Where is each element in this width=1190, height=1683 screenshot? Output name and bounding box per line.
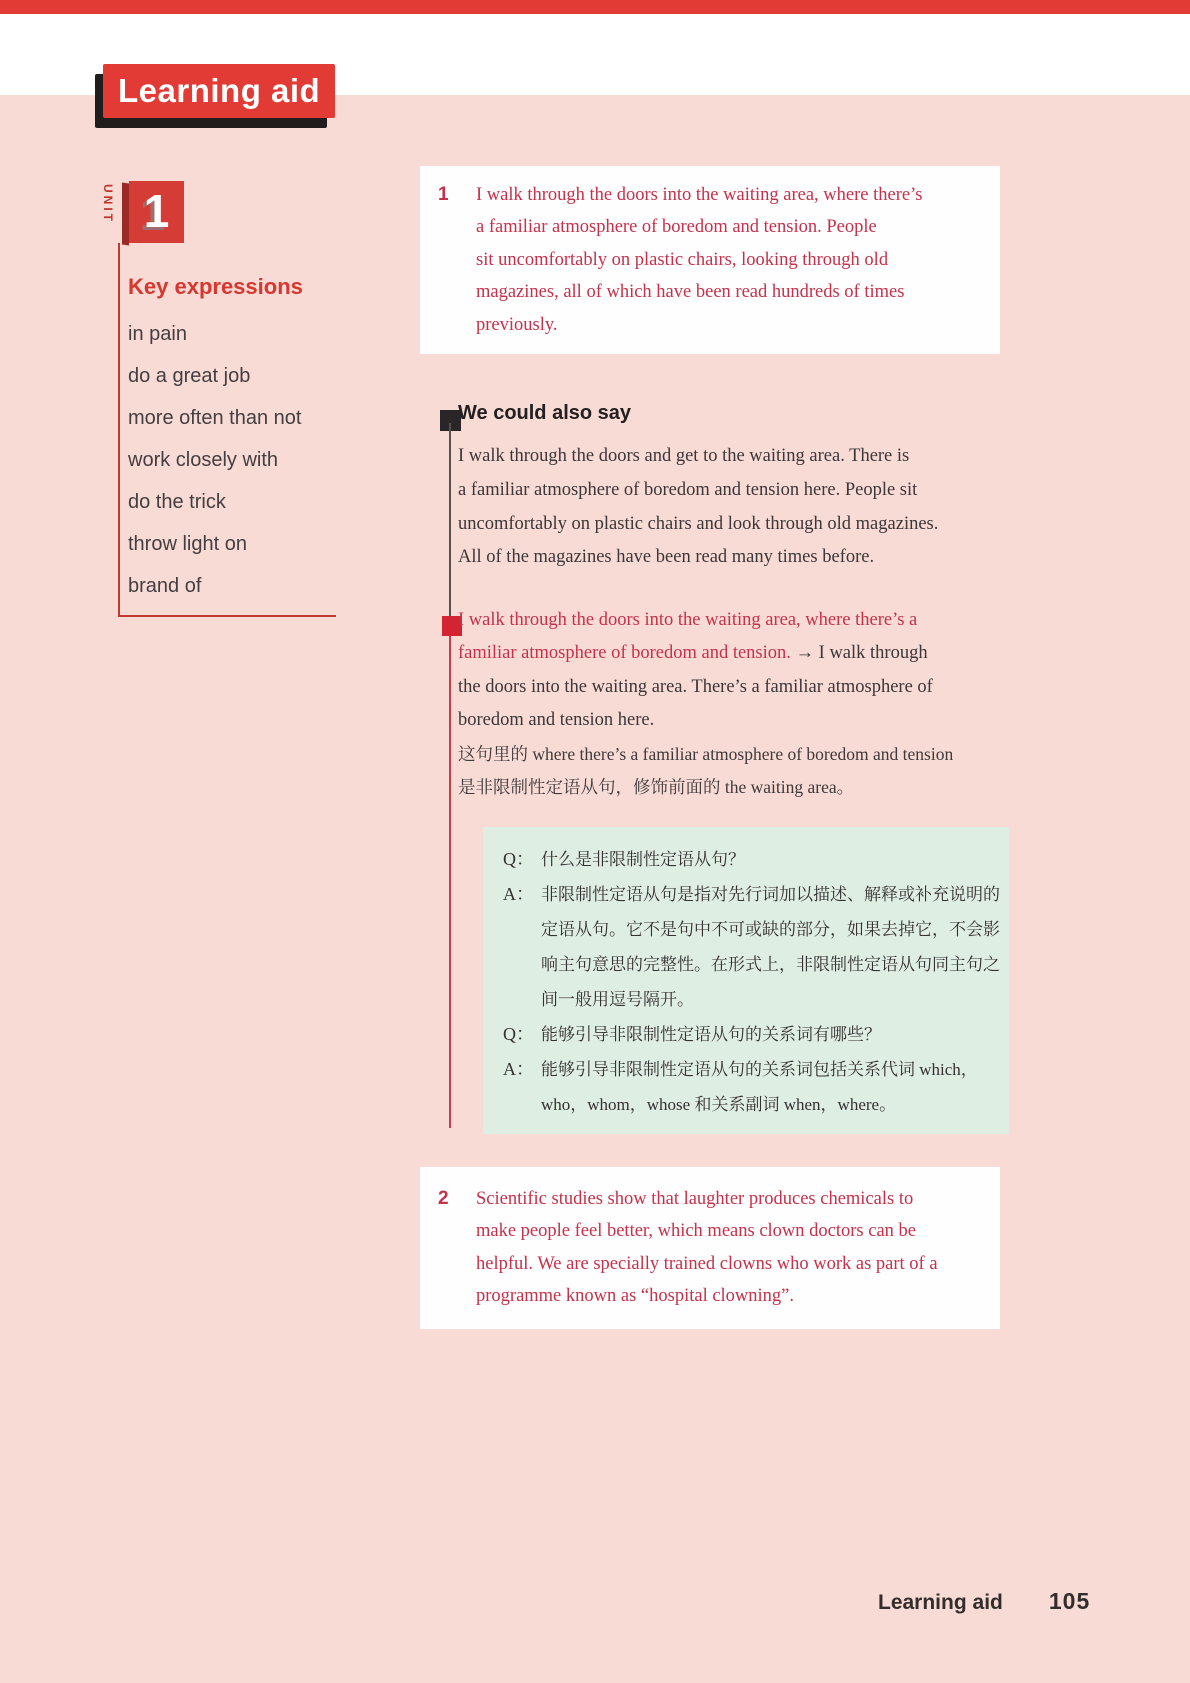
qa-line: 定语从句。它不是句中不可或缺的部分，如果去掉它，不会影 (541, 920, 1000, 939)
could-also-say-section (458, 402, 938, 575)
passage-line: sit uncomfortably on plastic chairs, looking through old (476, 249, 889, 270)
unit-badge (129, 181, 184, 243)
passage-line: a familiar atmosphere of boredom and tension. People (476, 217, 877, 238)
connector-line-dark (449, 423, 451, 617)
key-expressions-title: Key expressions (128, 274, 303, 299)
sidebar-vertical-rule (118, 243, 120, 617)
passage-line: magazines, all of which have been read hundreds of times (476, 282, 905, 303)
expression-item: brand of (128, 575, 202, 597)
sidebar-horizontal-rule (118, 615, 336, 617)
qa-label: A： (503, 884, 534, 904)
paraphrase-line: a familiar atmosphere of boredom and tension here. People sit (458, 479, 918, 500)
grammar-note-line: 这句里的 where there’s a familiar atmosphere of boredom and tension (458, 743, 954, 764)
qa-label: Q： (503, 1024, 534, 1044)
grammar-qa-box (483, 827, 1009, 1134)
expression-item: work closely with (128, 449, 279, 471)
page-title: Learning aid (118, 72, 321, 109)
rewrite-text: boredom and tension here. (458, 710, 655, 731)
qa-line: 间一般用逗号隔开。 (541, 990, 694, 1009)
page-footer (878, 1588, 1090, 1615)
unit-label: UNIT (101, 184, 115, 224)
rewrite-line (458, 704, 953, 737)
footer-page-number: 105 (1048, 1588, 1091, 1614)
passage-2-text (476, 1183, 938, 1313)
top-red-bar (0, 0, 1190, 14)
passage-line: helpful. We are specially trained clowns who work as part of a (476, 1253, 938, 1274)
qa-item (503, 877, 1001, 1017)
rewrite-text: → I walk through (795, 643, 928, 664)
passage-line: Scientific studies show that laughter produces chemicals to (476, 1189, 914, 1209)
passage-line: programme known as “hospital clowning”. (476, 1286, 795, 1307)
passage-line: I walk through the doors into the waiting area, where there’s (476, 185, 923, 205)
qa-line: who，whom，whose 和关系副词 when，where。 (541, 1095, 897, 1114)
passage-line: previously. (476, 314, 558, 335)
rewrite-text: the doors into the waiting area. There’s a familiar atmosphere of (458, 676, 933, 697)
qa-line: 响主句意思的完整性。在形式上，非限制性定语从句同主句之 (541, 955, 1000, 974)
rewrite-line (458, 604, 953, 637)
footer-section-label: Learning aid (878, 1591, 1003, 1614)
passage-1-number: 1 (438, 184, 449, 205)
learning-aid-banner (103, 64, 335, 118)
rewrite-line (458, 671, 953, 704)
passage-2-number: 2 (438, 1188, 449, 1209)
unit-number: 1 (143, 185, 170, 237)
paraphrase-line: uncomfortably on plastic chairs and look through old magazines. (458, 513, 939, 534)
quoted-original-text: I walk through the doors into the waiting area, where there’s a (458, 610, 918, 630)
quoted-original-text: familiar atmosphere of boredom and tension. (458, 643, 796, 664)
grammar-note-line: 是非限制性定语从句，修饰前面的 the waiting area。 (458, 777, 855, 798)
qa-line: 能够引导非限制性定语从句的关系词包括关系代词 which， (541, 1060, 978, 1079)
expression-item: do a great job (128, 365, 251, 387)
paraphrase-line: I walk through the doors and get to the waiting area. There is (458, 446, 910, 466)
passage-1-box (420, 166, 1000, 354)
qa-line: 什么是非限制性定语从句？ (541, 850, 745, 869)
expression-item: do the trick (128, 491, 226, 513)
passage-line: make people feel better, which means clown doctors can be (476, 1221, 916, 1242)
rewrite-line (458, 637, 953, 670)
qa-item (503, 1052, 1001, 1122)
expression-item: in pain (128, 323, 187, 345)
key-expressions-list (128, 313, 301, 607)
qa-item (503, 842, 1001, 877)
could-also-say-heading: We could also say (458, 402, 632, 424)
qa-label: A： (503, 1059, 534, 1079)
qa-label: Q： (503, 849, 534, 869)
expression-item: throw light on (128, 533, 247, 555)
expression-item: more often than not (128, 407, 302, 429)
qa-item (503, 1017, 1001, 1052)
connector-line-red (449, 617, 451, 1128)
passage-2-box (420, 1167, 1000, 1329)
paraphrase-line: All of the magazines have been read many times before. (458, 547, 875, 568)
qa-line: 能够引导非限制性定语从句的关系词有哪些？ (541, 1025, 881, 1044)
rewrite-section (458, 604, 953, 804)
passage-1-text (476, 179, 922, 341)
qa-line: 非限制性定语从句是指对先行词加以描述、解释或补充说明的 (541, 885, 1000, 904)
